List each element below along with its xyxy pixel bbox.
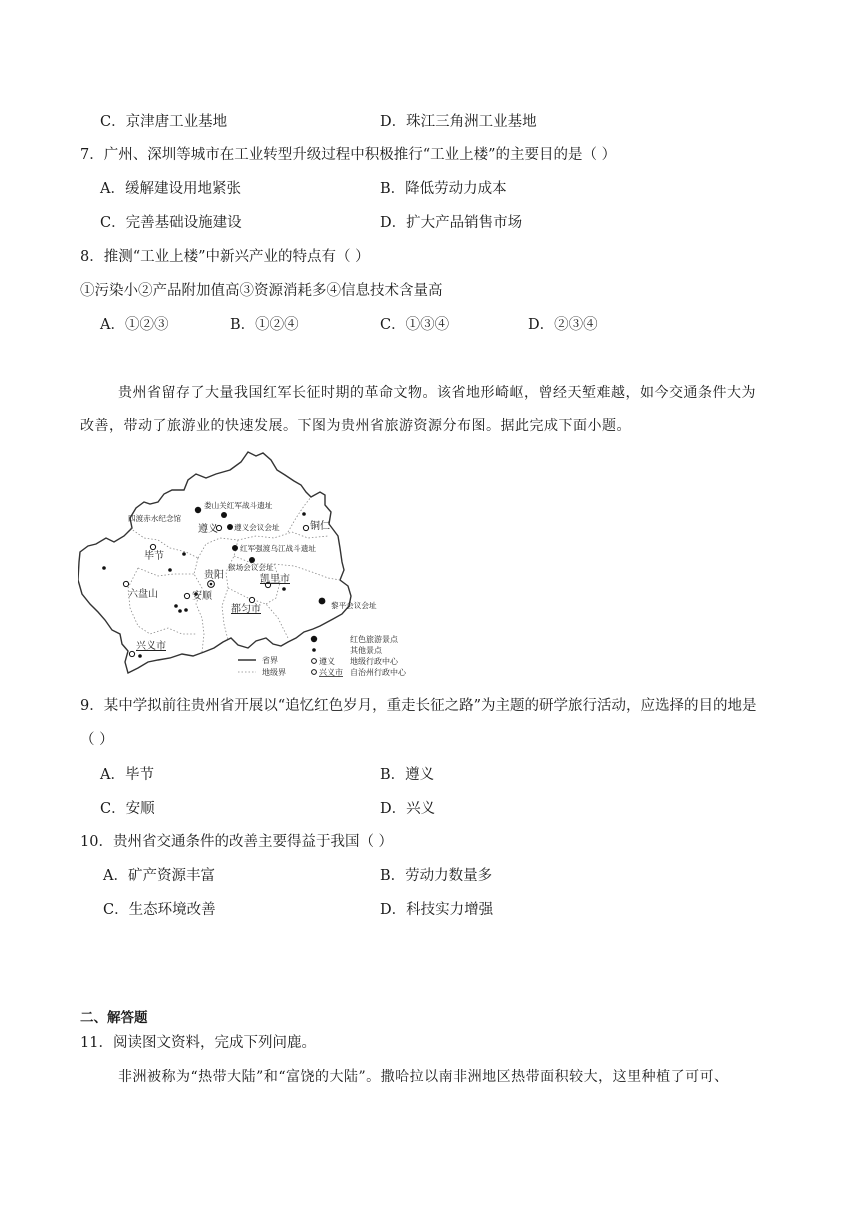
label-xingyi: 兴义市 xyxy=(136,641,166,652)
legend-red-spot: 红色旅游景点 xyxy=(350,635,398,644)
q8-option-c: C．①③④ xyxy=(380,317,450,333)
label-houchang: 猴场会议会址 xyxy=(228,563,274,572)
label-wujiang: 红军强渡乌江战斗遗址 xyxy=(240,544,316,553)
legend-auto-center: 自治州行政中心 xyxy=(350,668,406,677)
q7-option-a: A．缓解建设用地紧张 xyxy=(100,181,241,197)
legend-sample-city: 遵义 xyxy=(319,657,335,666)
label-guiyang: 贵阳 xyxy=(204,570,224,581)
q9-option-a: A．毕节 xyxy=(100,767,154,783)
q9-option-c: C．安顺 xyxy=(100,801,155,817)
q9-stem-bracket: （ ） xyxy=(80,732,114,748)
legend-other-spot: 其他景点 xyxy=(350,646,382,655)
guizhou-tourism-map xyxy=(78,448,430,680)
q10-option-a: A．矿产资源丰富 xyxy=(103,868,215,884)
label-sidu: 四渡赤水纪念馆 xyxy=(128,514,182,523)
q8-items: ①污染小②产品附加值高③资源消耗多④信息技术含量高 xyxy=(80,283,443,299)
label-loushanguan: 娄山关红军战斗遗址 xyxy=(204,501,273,510)
map-legend xyxy=(238,634,407,677)
q7-option-b: B．降低劳动力成本 xyxy=(380,181,507,197)
q7-option-c: C．完善基础设施建设 xyxy=(100,215,242,231)
label-bijie: 毕节 xyxy=(144,551,164,562)
city-tongren xyxy=(303,525,308,530)
q8-option-a: A．①②③ xyxy=(100,317,169,333)
q8-stem: 8．推测“工业上楼”中新兴产业的特点有（ ） xyxy=(80,249,370,265)
q8-option-b: B．①②④ xyxy=(230,317,299,333)
q7-option-d: D．扩大产品销售市场 xyxy=(380,215,523,231)
legend-city-border: 地级界 xyxy=(262,668,286,677)
q10-stem: 10．贵州省交通条件的改善主要得益于我国（ ） xyxy=(80,834,394,850)
red-spot-zunyi-site xyxy=(227,524,233,530)
passage-line-2: 改善，带动了旅游业的快速发展。下图为贵州省旅游资源分布图。据此完成下面小题。 xyxy=(80,418,631,434)
q11-stem: 11．阅读图文资料，完成下列问鹿。 xyxy=(80,1035,316,1051)
q10-option-d: D．科技实力增强 xyxy=(380,902,494,918)
city-bijie xyxy=(150,544,155,549)
city-anshun xyxy=(184,593,189,598)
label-zunyi-site: 遵义会议会址 xyxy=(234,523,280,532)
province-border xyxy=(78,452,351,673)
label-zunyi: 遵义 xyxy=(198,524,218,535)
label-anshun: 安顺 xyxy=(192,591,212,602)
city-liupanshan xyxy=(123,581,128,586)
legend-city-center: 地级行政中心 xyxy=(350,657,398,666)
q9-option-b: B．遵义 xyxy=(380,767,435,783)
legend-sample-auto: 兴义市 xyxy=(319,668,343,677)
red-spot-sidu xyxy=(221,512,227,518)
label-duyun: 都匀市 xyxy=(231,604,261,615)
q7-stem: 7．广州、深圳等城市在工业转型升级过程中积极推行“工业上楼”的主要目的是（ ） xyxy=(80,147,617,163)
q9-stem: 9．某中学拟前往贵州省开展以“追忆红色岁月，重走长征之路”为主题的研学旅行活动，应选择的目的地是 xyxy=(80,698,757,714)
red-spot-loushanguan xyxy=(195,507,201,513)
q8-option-d: D．②③④ xyxy=(528,317,598,333)
red-tourism-spots xyxy=(195,507,326,605)
city-duyun xyxy=(249,597,254,602)
legend-province-border: 省界 xyxy=(262,656,278,665)
q6-option-d: D．珠江三角洲工业基地 xyxy=(380,114,537,130)
red-spot-liping xyxy=(319,598,326,605)
q10-option-c: C．生态环境改善 xyxy=(103,902,216,918)
red-spot-wujiang xyxy=(232,545,238,551)
label-liping: 黎平会议会址 xyxy=(331,601,377,610)
q11-text: 非洲被称为“热带大陆”和“富饶的大陆”。撒哈拉以南非洲地区热带面积较大，这里种植了可可、 xyxy=(118,1069,729,1085)
q9-option-d: D．兴义 xyxy=(380,801,436,817)
label-liupanshan: 六盘山 xyxy=(128,589,158,600)
q10-option-b: B．劳动力数量多 xyxy=(380,868,493,884)
passage-line-1: 贵州省留存了大量我国红军长征时期的革命文物。该省地形崎岖，曾经天堑难越，如今交通条件大为 xyxy=(118,385,756,401)
label-tongren: 铜仁 xyxy=(310,521,330,532)
section-2-title: 二、解答题 xyxy=(80,1010,148,1026)
q6-option-c: C．京津唐工业基地 xyxy=(100,114,228,130)
city-xingyi xyxy=(129,651,134,656)
label-kaili: 凯里市 xyxy=(260,574,290,585)
